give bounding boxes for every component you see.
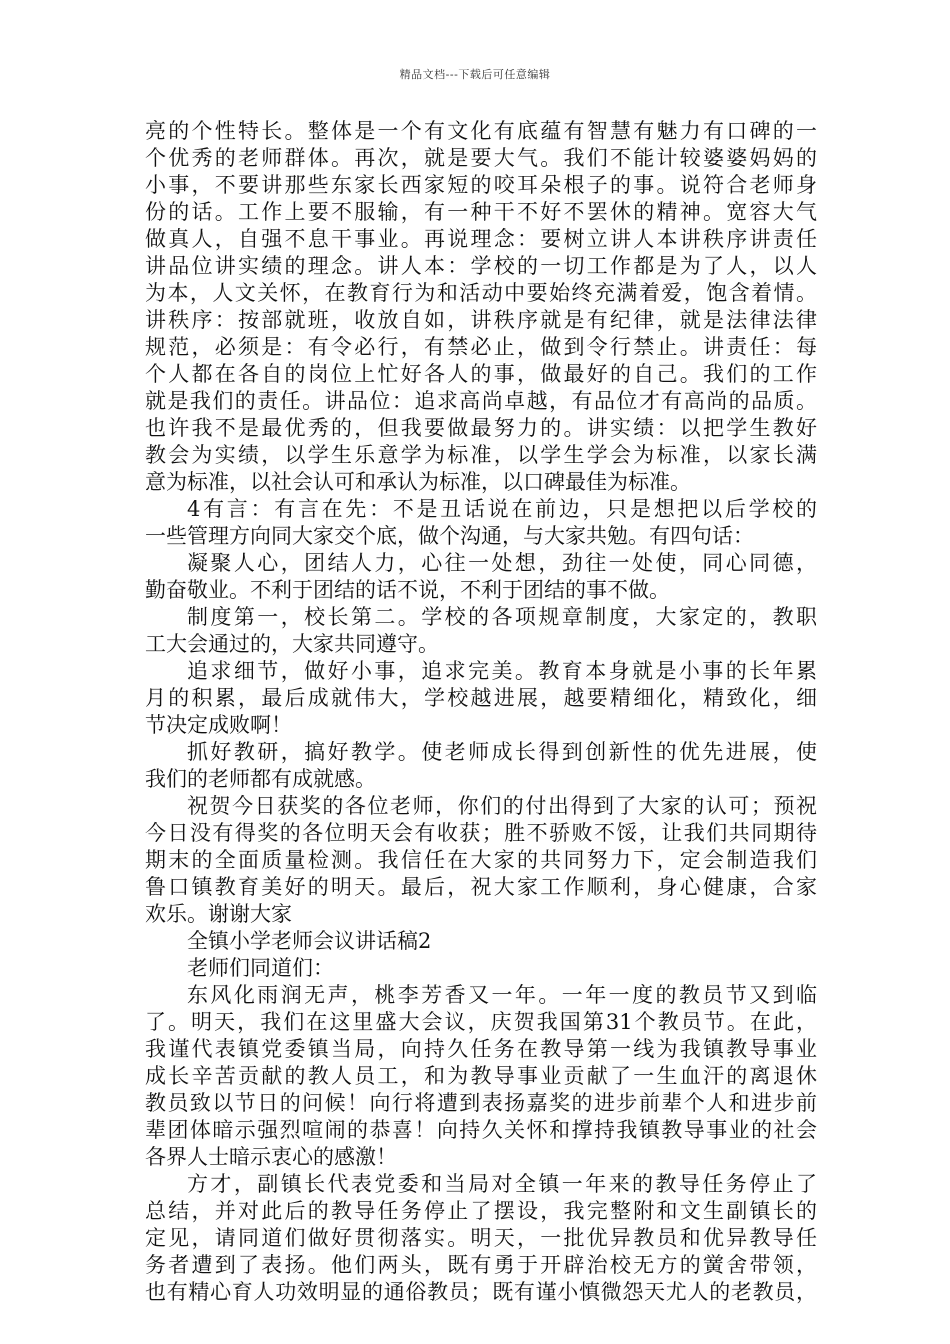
paragraph — [145, 118, 817, 496]
paragraph — [145, 793, 817, 928]
text-line: 教员致以节日的问候！向行将遭到表扬嘉奖的进步前辈个人和进步前 — [145, 1091, 817, 1115]
text-line: 务者遭到了表扬。他们两头，既有勇于开辟治校无方的黉舍带领， — [145, 1253, 817, 1277]
text-line: 做真人，自强不息干事业。再说理念：要树立讲人本讲秩序讲责任 — [145, 227, 817, 251]
page-header: 精品文档---下载后可任意编辑 — [399, 68, 551, 81]
text-line: 了。明天，我们在这里盛大会议，庆贺我国第31个教员节。在此， — [145, 1010, 817, 1034]
text-line: 全镇小学老师会议讲话稿2 — [187, 929, 432, 953]
text-line: 期末的全面质量检测。我信任在大家的共同努力下，定会制造我们 — [145, 848, 817, 872]
paragraph — [145, 604, 817, 658]
paragraph — [145, 928, 817, 955]
text-line: 总结，并对此后的教导任务停止了摆设，我完整附和文生副镇长的 — [145, 1199, 817, 1223]
document-body — [145, 118, 817, 1306]
text-line: 今日没有得奖的各位明天会有收获；胜不骄败不馁，让我们共同期待 — [145, 821, 817, 845]
text-line: 成长辛苦贡献的教人员工，和为教导事业贡献了一生血汗的离退休 — [145, 1064, 817, 1088]
text-line: 老师们同道们： — [187, 956, 334, 980]
text-line: 个优秀的老师群体。再次，就是要大气。我们不能计较婆婆妈妈的 — [145, 146, 817, 170]
paragraph — [145, 1171, 817, 1306]
text-line: 教会为实绩，以学生乐意学为标准，以学生学会为标准，以家长满 — [145, 443, 817, 467]
text-line: 就是我们的责任。讲品位：追求高尚卓越，有品位才有高尚的品质。 — [145, 389, 817, 413]
text-line: 方才，副镇长代表党委和当局对全镇一年来的教导任务停止了 — [187, 1172, 817, 1196]
text-line: 也有精心育人功效明显的通俗教员；既有谨小慎微怨天尤人的老教员， — [145, 1280, 817, 1304]
text-line: 我谨代表镇党委镇当局，向持久任务在教导第一线为我镇教导事业 — [145, 1037, 817, 1061]
text-line: 份的话。工作上要不服输，有一种干不好不罢休的精神。宽容大气 — [145, 200, 817, 224]
paragraph — [145, 496, 817, 550]
text-line: 鲁口镇教育美好的明天。最后，祝大家工作顺利，身心健康，合家 — [145, 875, 817, 899]
paragraph — [145, 982, 817, 1171]
text-line: 节决定成败啊！ — [145, 713, 292, 737]
text-line: 也许我不是最优秀的，但我要做最努力的。讲实绩：以把学生教好 — [145, 416, 817, 440]
text-line: 4有言：有言在先：不是丑话说在前边，只是想把以后学校的 — [187, 497, 817, 521]
paragraph — [145, 550, 817, 604]
text-line: 欢乐。谢谢大家 — [145, 902, 292, 926]
text-line: 月的积累，最后成就伟大，学校越进展，越要精细化，精致化，细 — [145, 686, 817, 710]
text-line: 规范，必须是：有令必行，有禁必止，做到令行禁止。讲责任：每 — [145, 335, 817, 359]
paragraph — [145, 955, 817, 982]
text-line: 辈团体暗示强烈喧闹的恭喜！向持久关怀和撑持我镇教导事业的社会 — [145, 1118, 817, 1142]
text-line: 为本，人文关怀，在教育行为和活动中要始终充满着爱，饱含着情。 — [145, 281, 817, 305]
text-line: 追求细节，做好小事，追求完美。教育本身就是小事的长年累 — [187, 659, 817, 683]
text-line: 制度第一，校长第二。学校的各项规章制度，大家定的，教职 — [187, 605, 817, 629]
text-line: 抓好教研，搞好教学。使老师成长得到创新性的优先进展，使 — [187, 740, 817, 764]
text-line: 定见，请同道们做好贯彻落实。明天，一批优异教员和优异教导任 — [145, 1226, 817, 1250]
text-line: 各界人士暗示衷心的感激！ — [145, 1145, 397, 1169]
text-line: 一些管理方向同大家交个底，做个沟通，与大家共勉。有四句话： — [145, 524, 754, 548]
text-line: 东风化雨润无声，桃李芳香又一年。一年一度的教员节又到临 — [187, 983, 817, 1007]
text-line: 意为标准，以社会认可和承认为标准，以口碑最佳为标准。 — [145, 470, 691, 494]
text-line: 小事，不要讲那些东家长西家短的咬耳朵根子的事。说符合老师身 — [145, 173, 817, 197]
paragraph — [145, 739, 817, 793]
text-line: 讲秩序：按部就班，收放自如，讲秩序就是有纪律，就是法律法律 — [145, 308, 817, 332]
paragraph — [145, 658, 817, 739]
text-line: 勤奋敬业。不利于团结的话不说，不利于团结的事不做。 — [145, 578, 670, 602]
text-line: 我们的老师都有成就感。 — [145, 767, 376, 791]
text-line: 祝贺今日获奖的各位老师，你们的付出得到了大家的认可；预祝 — [187, 794, 817, 818]
text-line: 亮的个性特长。整体是一个有文化有底蕴有智慧有魅力有口碑的一 — [145, 119, 817, 143]
text-line: 凝聚人心，团结人力，心往一处想，劲往一处使，同心同德， — [187, 551, 817, 575]
text-line: 工大会通过的，大家共同遵守。 — [145, 632, 439, 656]
text-line: 讲品位讲实绩的理念。讲人本：学校的一切工作都是为了人，以人 — [145, 254, 817, 278]
text-line: 个人都在各自的岗位上忙好各人的事，做最好的自己。我们的工作 — [145, 362, 817, 386]
